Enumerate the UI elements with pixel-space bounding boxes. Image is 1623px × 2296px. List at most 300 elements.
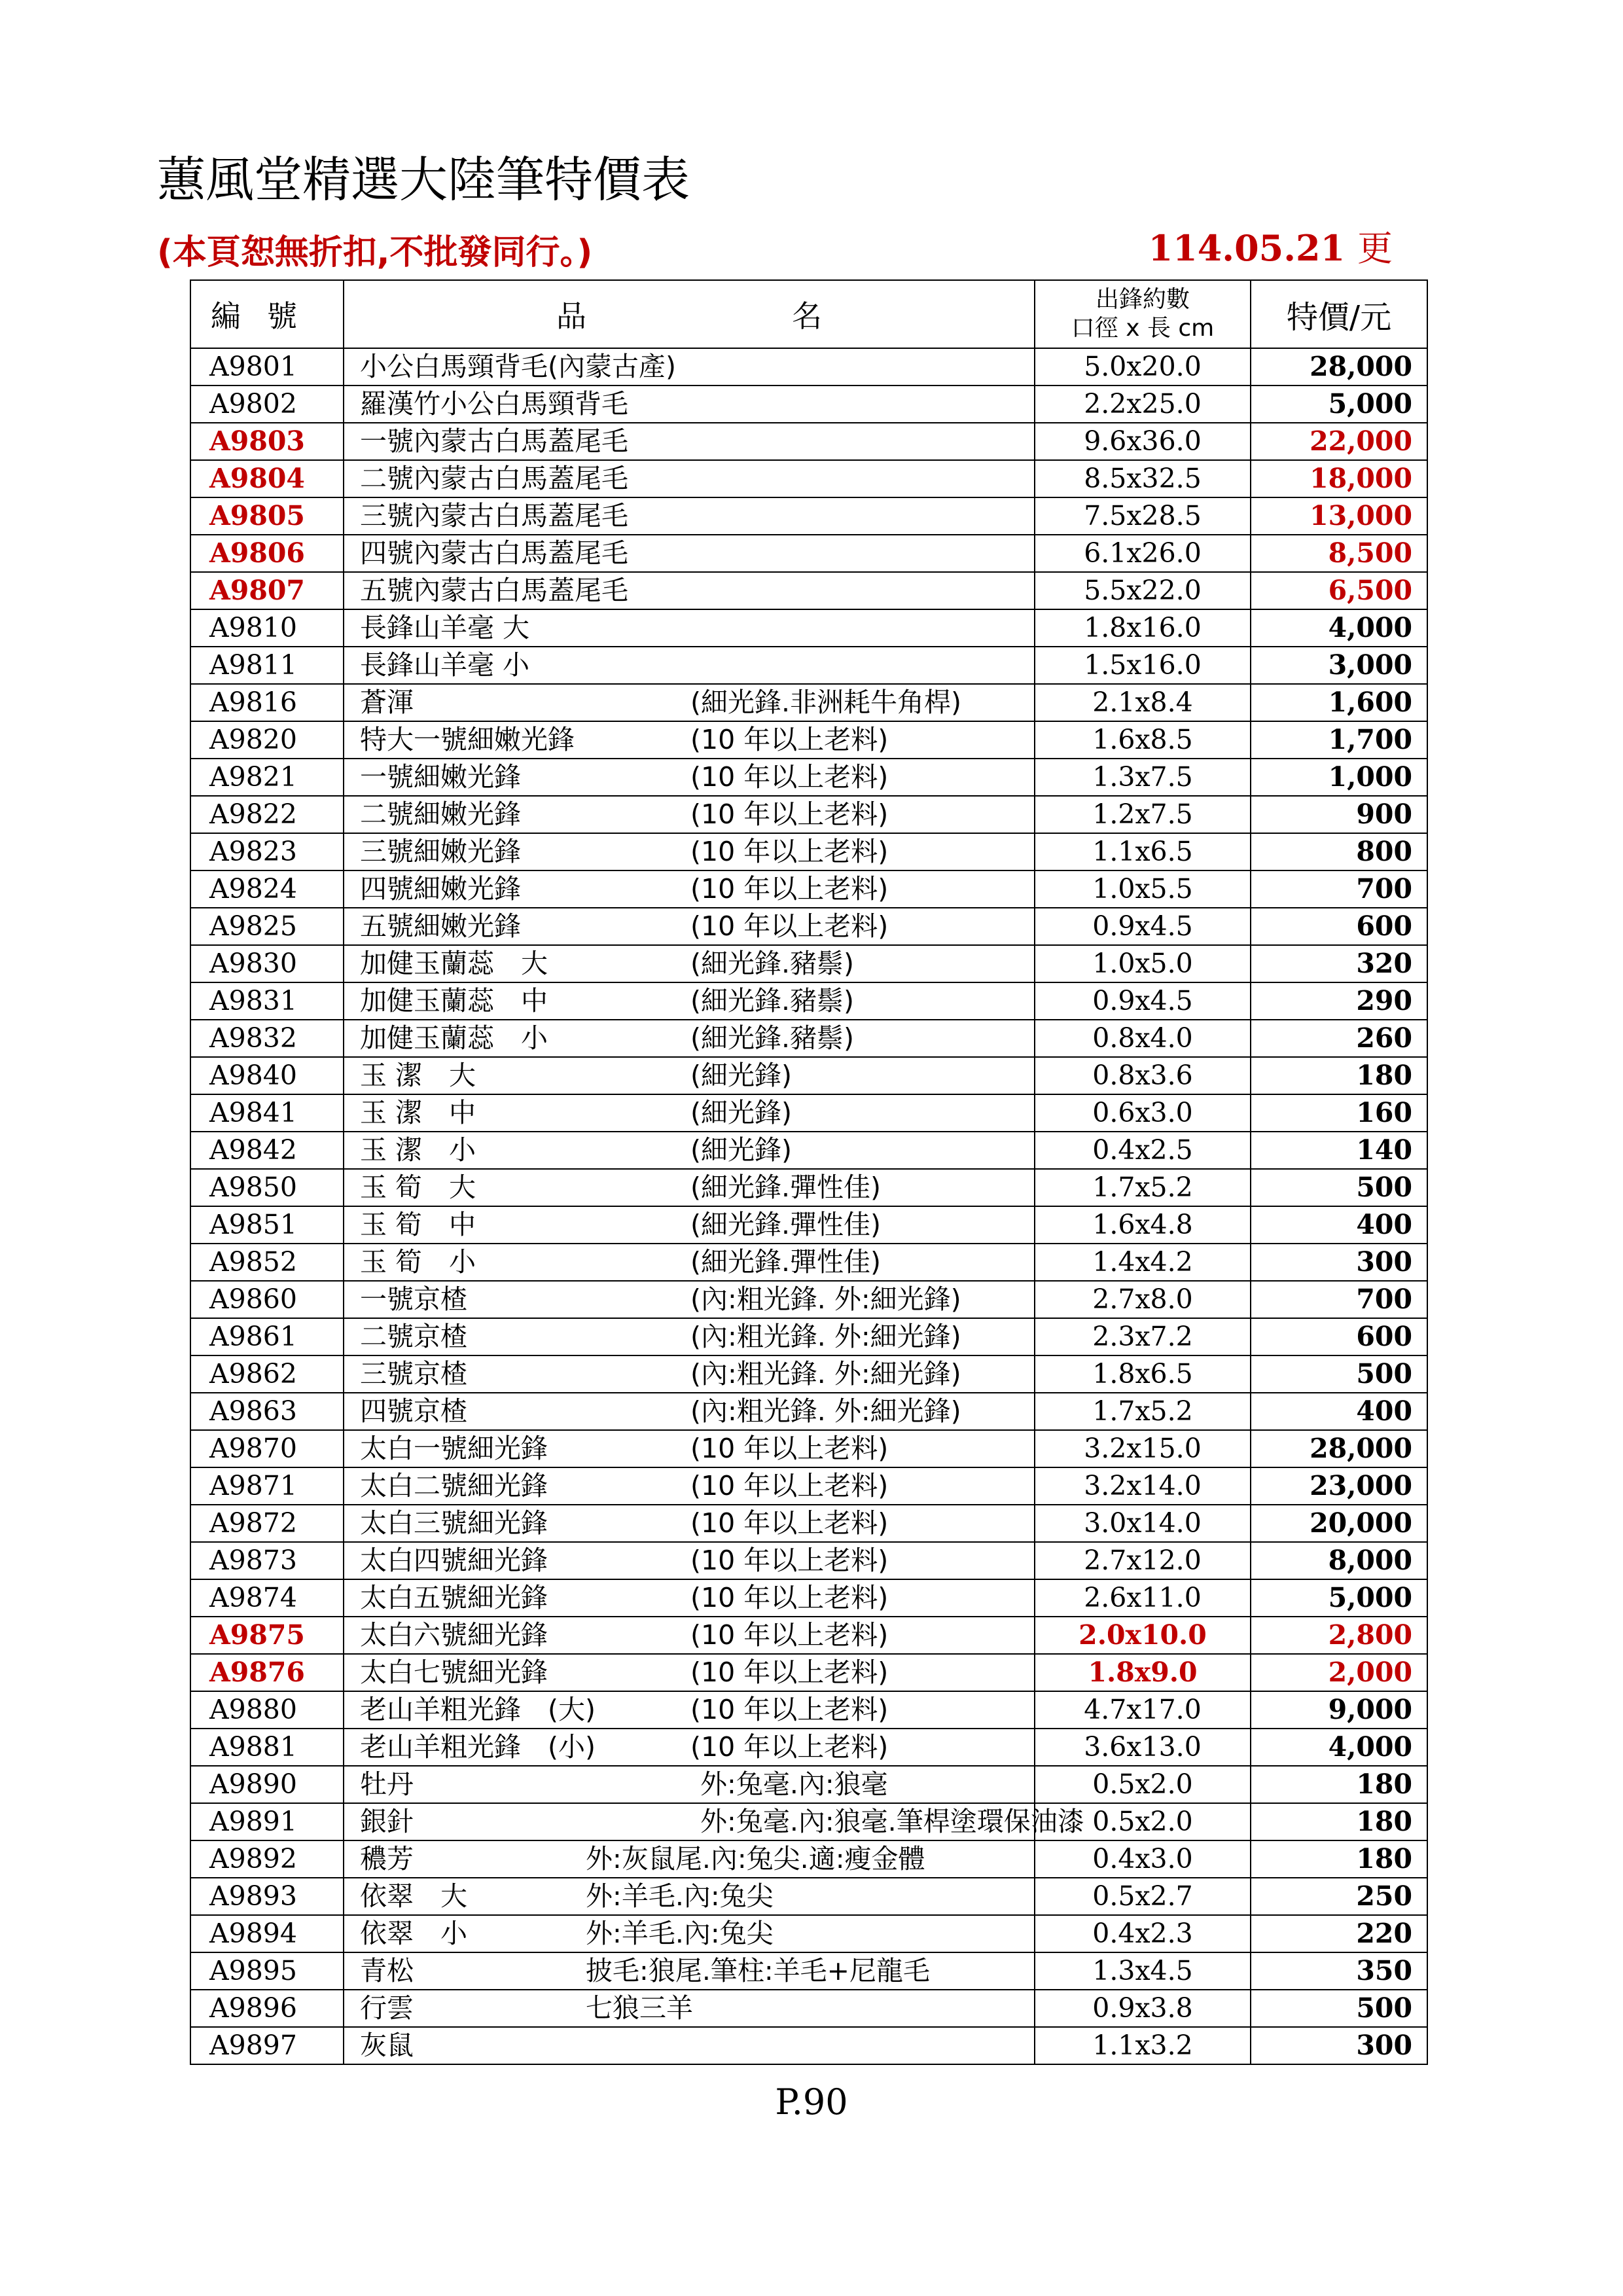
item-price: 140 (1251, 1132, 1427, 1169)
item-note: 披毛:狼尾.筆柱:羊毛+尼龍毛 (586, 1955, 931, 1986)
item-name-cell (344, 1579, 1035, 1617)
item-price: 220 (1251, 1915, 1427, 1952)
item-size: 1.7x5.2 (1035, 1393, 1251, 1430)
item-name-cell (344, 1281, 1035, 1318)
table-row (190, 1020, 1427, 1057)
table-row (190, 908, 1427, 945)
item-price: 8,500 (1251, 535, 1427, 572)
item-code: A9806 (190, 535, 344, 572)
item-name: 玉 筍 中 (360, 1209, 476, 1240)
item-size: 1.7x5.2 (1035, 1169, 1251, 1206)
item-size: 2.6x11.0 (1035, 1579, 1251, 1617)
item-note: (內:粗光鋒. 外:細光鋒) (690, 1395, 961, 1427)
item-code: A9807 (190, 572, 344, 609)
item-name-cell (344, 1020, 1035, 1057)
item-note: (10 年以上老料) (690, 1507, 889, 1539)
item-price: 8,000 (1251, 1542, 1427, 1579)
item-code: A9876 (190, 1654, 344, 1691)
item-note: 外:兔毫.內:狼毫.筆桿塗環保油漆 (700, 1806, 1084, 1837)
item-code: A9852 (190, 1244, 344, 1281)
item-price: 350 (1251, 1952, 1427, 1990)
item-size: 0.4x2.5 (1035, 1132, 1251, 1169)
item-name-cell (344, 572, 1035, 609)
item-name: 四號內蒙古白馬蓋尾毛 (360, 537, 628, 569)
item-code: A9803 (190, 423, 344, 460)
item-size: 4.7x17.0 (1035, 1691, 1251, 1729)
item-note: (10 年以上老料) (690, 910, 889, 942)
item-name-cell (344, 348, 1035, 386)
item-name: 太白六號細光鋒 (360, 1619, 548, 1651)
update-date (1148, 227, 1393, 269)
item-code: A9840 (190, 1057, 344, 1094)
item-note: (10 年以上老料) (690, 761, 889, 793)
item-name-cell (344, 1430, 1035, 1467)
item-code: A9801 (190, 348, 344, 386)
table-row (190, 1878, 1427, 1915)
table-row (190, 1467, 1427, 1505)
item-size: 6.1x26.0 (1035, 535, 1251, 572)
table-row (190, 423, 1427, 460)
item-name: 太白五號細光鋒 (360, 1582, 548, 1613)
item-size: 0.5x2.0 (1035, 1803, 1251, 1840)
item-code: A9824 (190, 870, 344, 908)
item-code: A9870 (190, 1430, 344, 1467)
item-code: A9823 (190, 833, 344, 870)
item-code: A9894 (190, 1915, 344, 1952)
item-note: (細光鋒) (690, 1060, 792, 1091)
item-price: 180 (1251, 1840, 1427, 1878)
item-code: A9841 (190, 1094, 344, 1132)
item-name: 加健玉蘭蕊 小 (360, 1022, 548, 1054)
item-note: (10 年以上老料) (690, 1433, 889, 1464)
item-name-cell (344, 1803, 1084, 1840)
item-name: 玉 筍 小 (360, 1246, 476, 1278)
header-size-line2: 口徑 x 長 cm (1071, 315, 1215, 342)
table-row (190, 1915, 1427, 1952)
item-price: 700 (1251, 870, 1427, 908)
table-row (190, 609, 1427, 647)
item-size: 2.3x7.2 (1035, 1318, 1251, 1355)
item-code: A9822 (190, 796, 344, 833)
item-name: 玉 潔 中 (360, 1097, 476, 1128)
item-price: 22,000 (1251, 423, 1427, 460)
item-name: 銀針 (360, 1806, 414, 1837)
table-row (190, 1169, 1427, 1206)
item-price: 4,000 (1251, 609, 1427, 647)
item-price: 400 (1251, 1206, 1427, 1244)
item-note: (細光鋒.非洲耗牛角桿) (690, 687, 962, 718)
item-code: A9880 (190, 1691, 344, 1729)
item-note: (細光鋒.彈性佳) (690, 1209, 882, 1240)
item-price: 600 (1251, 1318, 1427, 1355)
header-name-left: 品 (556, 298, 586, 334)
item-name: 一號內蒙古白馬蓋尾毛 (360, 425, 628, 457)
item-price: 180 (1251, 1057, 1427, 1094)
item-name: 一號細嫩光鋒 (360, 761, 521, 793)
item-name: 五號內蒙古白馬蓋尾毛 (360, 575, 628, 606)
item-note: (細光鋒.彈性佳) (690, 1246, 882, 1278)
item-code: A9893 (190, 1878, 344, 1915)
item-price: 9,000 (1251, 1691, 1427, 1729)
header-code: 編號 (190, 280, 344, 348)
item-size: 3.6x13.0 (1035, 1729, 1251, 1766)
table-row (190, 1803, 1427, 1840)
item-code: A9851 (190, 1206, 344, 1244)
update-date-value: 114.05.21 (1148, 227, 1346, 269)
item-code: A9881 (190, 1729, 344, 1766)
item-price: 5,000 (1251, 386, 1427, 423)
item-name: 老山羊粗光鋒 (大) (360, 1694, 596, 1725)
item-name: 三號內蒙古白馬蓋尾毛 (360, 500, 628, 531)
item-name: 依翠 小 (360, 1918, 467, 1949)
item-note: (細光鋒.豬鬃) (690, 1022, 855, 1054)
item-price: 23,000 (1251, 1467, 1427, 1505)
item-code: A9860 (190, 1281, 344, 1318)
item-code: A9872 (190, 1505, 344, 1542)
table-row (190, 684, 1427, 721)
table-row (190, 759, 1427, 796)
item-name-cell (344, 1691, 1035, 1729)
item-size: 1.8x6.5 (1035, 1355, 1251, 1393)
item-name: 二號細嫩光鋒 (360, 798, 521, 830)
item-code: A9802 (190, 386, 344, 423)
item-name-cell (344, 684, 1035, 721)
item-note: 外:羊毛.內:兔尖 (586, 1918, 774, 1949)
item-name: 依翠 大 (360, 1880, 467, 1912)
item-note: (細光鋒) (690, 1097, 792, 1128)
item-size: 2.7x8.0 (1035, 1281, 1251, 1318)
item-note: 外:灰鼠尾.內:兔尖.適:瘦金體 (586, 1843, 925, 1874)
item-name: 三號細嫩光鋒 (360, 836, 521, 867)
item-name-cell (344, 908, 1035, 945)
item-code: A9825 (190, 908, 344, 945)
item-name: 行雲 (360, 1992, 414, 2024)
item-size: 1.3x4.5 (1035, 1952, 1251, 1990)
item-note: (10 年以上老料) (690, 1619, 889, 1651)
item-name-cell (344, 1132, 1035, 1169)
item-name-cell (344, 497, 1035, 535)
item-name-cell (344, 1617, 1035, 1654)
table-row (190, 572, 1427, 609)
page-number: P.90 (775, 2081, 848, 2123)
item-size: 1.8x16.0 (1035, 609, 1251, 647)
item-size: 2.2x25.0 (1035, 386, 1251, 423)
item-price: 500 (1251, 1169, 1427, 1206)
item-size: 5.5x22.0 (1035, 572, 1251, 609)
table-row (190, 1281, 1427, 1318)
item-size: 1.0x5.5 (1035, 870, 1251, 908)
table-row (190, 386, 1427, 423)
item-price: 500 (1251, 1990, 1427, 2027)
table-row (190, 1840, 1427, 1878)
item-size: 1.1x6.5 (1035, 833, 1251, 870)
item-code: A9816 (190, 684, 344, 721)
item-price: 13,000 (1251, 497, 1427, 535)
header-size-line1: 出鋒約數 (1095, 286, 1190, 313)
table-row (190, 833, 1427, 870)
table-row (190, 870, 1427, 908)
item-name-cell (344, 647, 1035, 684)
table-row (190, 535, 1427, 572)
table-row (190, 1729, 1427, 1766)
item-code: A9873 (190, 1542, 344, 1579)
item-name-cell (344, 1952, 1035, 1990)
item-price: 160 (1251, 1094, 1427, 1132)
item-note: (內:粗光鋒. 外:細光鋒) (690, 1321, 961, 1352)
item-name-cell (344, 721, 1035, 759)
item-name: 二號內蒙古白馬蓋尾毛 (360, 463, 628, 494)
item-price: 800 (1251, 833, 1427, 870)
item-price: 260 (1251, 1020, 1427, 1057)
item-name-cell (344, 1840, 1035, 1878)
item-name-cell (344, 1206, 1035, 1244)
header-name (344, 280, 1035, 348)
item-code: A9875 (190, 1617, 344, 1654)
item-size: 1.8x9.0 (1035, 1654, 1251, 1691)
item-note: (細光鋒.豬鬃) (690, 948, 855, 979)
item-note: (10 年以上老料) (690, 1470, 889, 1501)
item-code: A9820 (190, 721, 344, 759)
item-name: 牡丹 (360, 1768, 414, 1800)
item-size: 0.5x2.0 (1035, 1766, 1251, 1803)
item-name-cell (344, 1057, 1035, 1094)
item-price: 1,600 (1251, 684, 1427, 721)
item-code: A9830 (190, 945, 344, 982)
item-size: 0.9x3.8 (1035, 1990, 1251, 2027)
item-name: 加健玉蘭蕊 中 (360, 985, 548, 1016)
item-name-cell (344, 1467, 1035, 1505)
item-name: 玉 潔 大 (360, 1060, 476, 1091)
table-row (190, 1206, 1427, 1244)
table-row (190, 1318, 1427, 1355)
item-name-cell (344, 1505, 1035, 1542)
item-name: 四號細嫩光鋒 (360, 873, 521, 905)
table-row (190, 1654, 1427, 1691)
item-name: 四號京楂 (360, 1395, 467, 1427)
item-code: A9861 (190, 1318, 344, 1355)
item-size: 2.0x10.0 (1035, 1617, 1251, 1654)
item-code: A9892 (190, 1840, 344, 1878)
item-size: 7.5x28.5 (1035, 497, 1251, 535)
item-code: A9821 (190, 759, 344, 796)
table-row (190, 1766, 1427, 1803)
item-name-cell (344, 759, 1035, 796)
item-size: 1.2x7.5 (1035, 796, 1251, 833)
update-date-suffix: 更 (1357, 228, 1393, 269)
item-name: 玉 潔 小 (360, 1134, 476, 1166)
item-size: 1.1x3.2 (1035, 2027, 1251, 2064)
item-size: 0.9x4.5 (1035, 908, 1251, 945)
item-size: 1.4x4.2 (1035, 1244, 1251, 1281)
item-size: 1.5x16.0 (1035, 647, 1251, 684)
item-size: 1.0x5.0 (1035, 945, 1251, 982)
table-row (190, 460, 1427, 497)
no-discount-notice: (本頁恕無折扣,不批發同行。) (157, 233, 593, 272)
table-row (190, 945, 1427, 982)
item-size: 3.2x15.0 (1035, 1430, 1251, 1467)
item-size: 0.4x2.3 (1035, 1915, 1251, 1952)
item-note: 外:羊毛.內:兔尖 (586, 1880, 774, 1912)
table-row (190, 982, 1427, 1020)
item-name: 蒼渾 (360, 687, 414, 718)
item-name-cell (344, 1915, 1035, 1952)
item-size: 3.0x14.0 (1035, 1505, 1251, 1542)
item-size: 0.4x3.0 (1035, 1840, 1251, 1878)
item-code: A9804 (190, 460, 344, 497)
header-size (1035, 280, 1251, 348)
table-row (190, 1542, 1427, 1579)
item-name: 三號京楂 (360, 1358, 467, 1390)
item-size: 1.6x8.5 (1035, 721, 1251, 759)
item-price: 28,000 (1251, 1430, 1427, 1467)
item-price: 400 (1251, 1393, 1427, 1430)
item-code: A9891 (190, 1803, 344, 1840)
item-name-cell (344, 460, 1035, 497)
item-name: 太白四號細光鋒 (360, 1545, 548, 1576)
item-name-cell (344, 945, 1035, 982)
item-size: 2.1x8.4 (1035, 684, 1251, 721)
item-code: A9850 (190, 1169, 344, 1206)
item-name-cell (344, 2027, 1035, 2064)
item-size: 0.5x2.7 (1035, 1878, 1251, 1915)
header-name-right: 名 (792, 298, 822, 334)
item-price: 290 (1251, 982, 1427, 1020)
table-row (190, 1579, 1427, 1617)
item-price: 2,000 (1251, 1654, 1427, 1691)
item-code: A9805 (190, 497, 344, 535)
item-name-cell (344, 870, 1035, 908)
item-code: A9831 (190, 982, 344, 1020)
table-row (190, 1952, 1427, 1990)
item-note: (細光鋒) (690, 1134, 792, 1166)
item-name: 灰鼠 (360, 2030, 414, 2061)
item-price: 18,000 (1251, 460, 1427, 497)
table-row (190, 1990, 1427, 2027)
item-size: 8.5x32.5 (1035, 460, 1251, 497)
item-note: (10 年以上老料) (690, 1694, 889, 1725)
table-row (190, 1244, 1427, 1281)
item-price: 600 (1251, 908, 1427, 945)
page-title: 蕙風堂精選大陸筆特價表 (157, 152, 690, 208)
item-name-cell (344, 1654, 1035, 1691)
item-price: 320 (1251, 945, 1427, 982)
table-row (190, 796, 1427, 833)
item-name: 加健玉蘭蕊 大 (360, 948, 548, 979)
table-row (190, 1355, 1427, 1393)
item-note: (10 年以上老料) (690, 1582, 889, 1613)
item-size: 2.7x12.0 (1035, 1542, 1251, 1579)
table-row (190, 497, 1427, 535)
item-note: (細光鋒.豬鬃) (690, 985, 855, 1016)
item-name-cell (344, 1244, 1035, 1281)
item-price: 500 (1251, 1355, 1427, 1393)
item-price: 1,700 (1251, 721, 1427, 759)
item-name: 一號京楂 (360, 1283, 467, 1315)
table-row (190, 2027, 1427, 2064)
item-name-cell (344, 1878, 1035, 1915)
item-code: A9862 (190, 1355, 344, 1393)
item-name-cell (344, 535, 1035, 572)
item-price: 4,000 (1251, 1729, 1427, 1766)
item-price: 20,000 (1251, 1505, 1427, 1542)
item-size: 3.2x14.0 (1035, 1467, 1251, 1505)
item-note: (10 年以上老料) (690, 1545, 889, 1576)
item-name: 長鋒山羊毫 大 (360, 612, 530, 643)
item-code: A9874 (190, 1579, 344, 1617)
item-name-cell (344, 423, 1035, 460)
table-row (190, 348, 1427, 386)
table-row (190, 1094, 1427, 1132)
item-code: A9811 (190, 647, 344, 684)
item-price: 3,000 (1251, 647, 1427, 684)
item-name-cell (344, 1318, 1035, 1355)
item-size: 0.9x4.5 (1035, 982, 1251, 1020)
item-note: (細光鋒.彈性佳) (690, 1172, 882, 1203)
item-name-cell (344, 386, 1035, 423)
item-note: (10 年以上老料) (690, 724, 889, 755)
item-name-cell (344, 1990, 1035, 2027)
item-price: 28,000 (1251, 348, 1427, 386)
table-row (190, 721, 1427, 759)
item-name: 青松 (360, 1955, 414, 1986)
item-size: 0.6x3.0 (1035, 1094, 1251, 1132)
item-price: 1,000 (1251, 759, 1427, 796)
table-row (190, 1505, 1427, 1542)
item-name-cell (344, 1393, 1035, 1430)
item-name: 穠芳 (360, 1843, 414, 1874)
item-name-cell (344, 833, 1035, 870)
table-row (190, 1430, 1427, 1467)
item-code: A9895 (190, 1952, 344, 1990)
item-size: 1.6x4.8 (1035, 1206, 1251, 1244)
item-name-cell (344, 1766, 1035, 1803)
item-code: A9863 (190, 1393, 344, 1430)
item-note: (10 年以上老料) (690, 873, 889, 905)
item-name: 太白三號細光鋒 (360, 1507, 548, 1539)
item-size: 9.6x36.0 (1035, 423, 1251, 460)
item-name: 羅漢竹小公白馬頸背毛 (360, 388, 628, 420)
table-row (190, 1617, 1427, 1654)
item-price: 180 (1251, 1803, 1427, 1840)
item-note: 七狼三羊 (586, 1992, 693, 2024)
item-price: 6,500 (1251, 572, 1427, 609)
item-name: 小公白馬頸背毛(內蒙古產) (360, 351, 676, 382)
item-note: (10 年以上老料) (690, 798, 889, 830)
item-price: 2,800 (1251, 1617, 1427, 1654)
item-name-cell (344, 796, 1035, 833)
item-name-cell (344, 1169, 1035, 1206)
item-name-cell (344, 1094, 1035, 1132)
item-price: 180 (1251, 1766, 1427, 1803)
item-name: 玉 筍 大 (360, 1172, 476, 1203)
item-name: 太白七號細光鋒 (360, 1657, 548, 1688)
item-price: 700 (1251, 1281, 1427, 1318)
item-name: 太白一號細光鋒 (360, 1433, 548, 1464)
item-note: (內:粗光鋒. 外:細光鋒) (690, 1283, 961, 1315)
price-table (190, 279, 1428, 2065)
table-row (190, 647, 1427, 684)
item-name-cell (344, 1355, 1035, 1393)
item-note: (10 年以上老料) (690, 1731, 889, 1763)
header-price: 特價/元 (1251, 280, 1427, 348)
table-row (190, 1691, 1427, 1729)
item-size: 0.8x4.0 (1035, 1020, 1251, 1057)
item-name-cell (344, 609, 1035, 647)
item-code: A9810 (190, 609, 344, 647)
item-note: 外:兔毫.內:狼毫 (700, 1768, 888, 1800)
table-row (190, 1393, 1427, 1430)
item-name: 特大一號細嫩光鋒 (360, 724, 575, 755)
